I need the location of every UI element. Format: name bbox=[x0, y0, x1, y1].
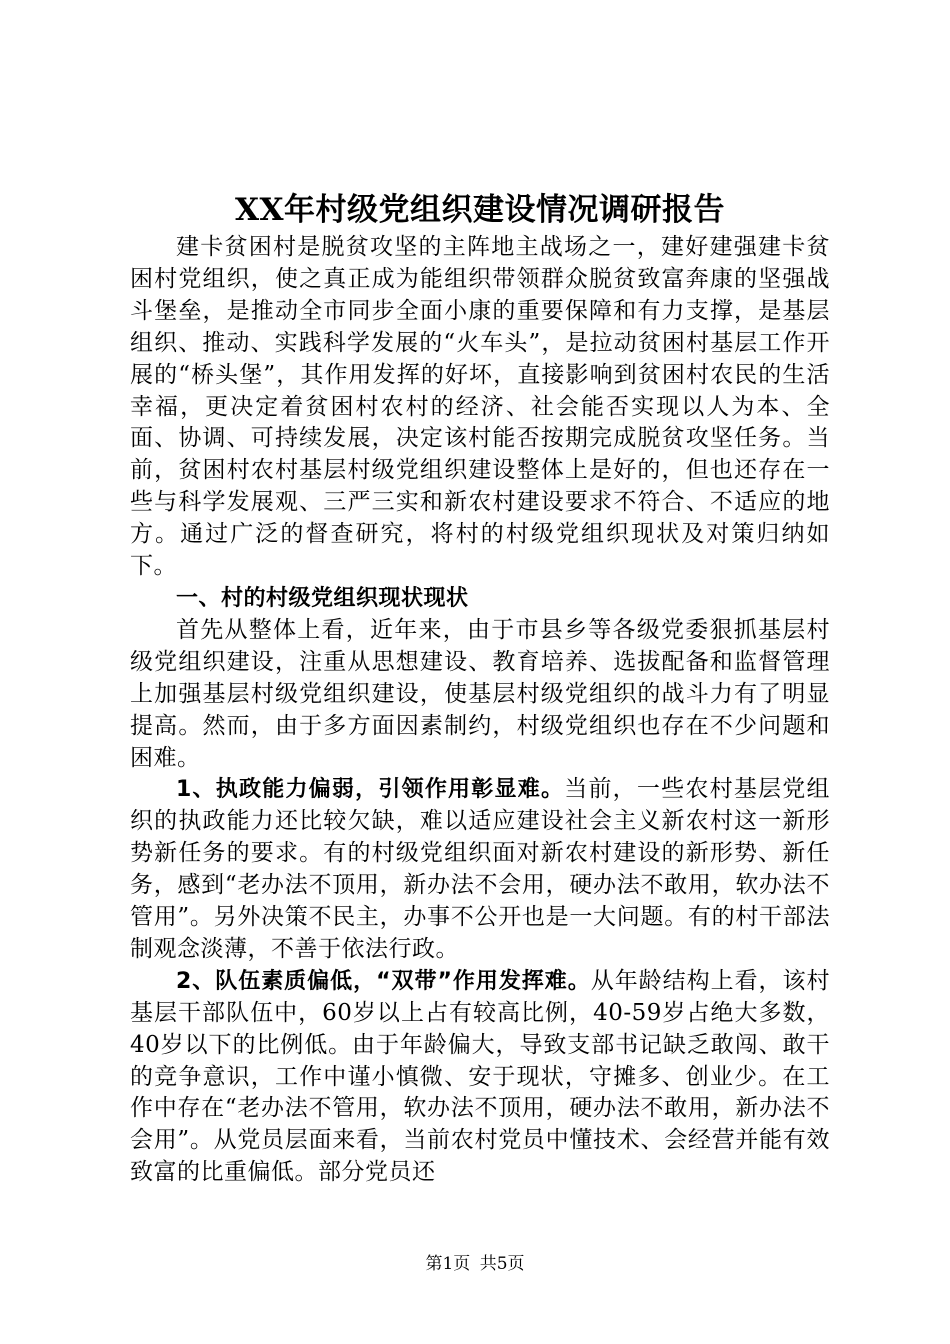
page-number: 第1页 bbox=[425, 1254, 471, 1274]
point-2-lead: 2、队伍素质偏低，“双带”作用发挥难。 bbox=[176, 968, 591, 994]
intro-paragraph: 建卡贫困村是脱贫攻坚的主阵地主战场之一，建好建强建卡贫困村党组织，使之真正成为能组织带领群众脱贫致富奔康的坚强战斗堡垒，是推动全市同步全面小康的重要保障和有力支撑，是基层组织、推动、实践科学发展的“火车头”，是拉动贫困村基层工作开展的“桥头堡”，其作用发挥的好坏，直接影响到贫困村农民的生活幸福，更决定着贫困村农村的经济、社会能否实现以人为本、全面、协调、可持续发展，决定该村能否按期完成脱贫攻坚任务。当前，贫困村农村基层村级党组织建设整体上是好的，但也还存在一些与科学发展观、三严三实和新农村建设要求不符合、不适应的地方。通过广泛的督查研究，将村的村级党组织现状及对策归纳如下。 bbox=[130, 234, 830, 580]
point-1-paragraph bbox=[130, 774, 830, 965]
page-footer bbox=[0, 1253, 950, 1275]
section-heading: 一、村的村级党组织现状现状 bbox=[176, 585, 469, 611]
document-page bbox=[130, 188, 830, 1189]
section-paragraph: 首先从整体上看，近年来，由于市县乡等各级党委狠抓基层村级党组织建设，注重从思想建设、教育培养、选拔配备和监督管理上加强基层村级党组织建设，使基层村级党组织的战斗力有了明显提高。然而，由于多方面因素制约，村级党组织也存在不少问题和困难。 bbox=[130, 616, 830, 771]
document-title: XX年村级党组织建设情况调研报告 bbox=[234, 192, 726, 228]
page-total: 共5页 bbox=[479, 1254, 525, 1274]
point-2-text: 从年龄结构上看，该村基层干部队伍中，60岁以上占有较高比例，40-59岁占绝大多数，40岁以下的比例低。由于年龄偏大，导致支部书记缺乏敢闯、敢干的竞争意识，工作中谨小慎微、安于现状，守摊多、创业少。在工作中存在“老办法不管用，软办法不顶用，硬办法不敢用，新办法不会用”。从党员层面来看，当前农村党员中懂技术、会经营并能有效致富的比重偏低。部分党员还 bbox=[130, 967, 830, 1186]
point-1-text: 当前，一些农村基层党组织的执政能力还比较欠缺，难以适应建设社会主义新农村这一新形势新任务的要求。有的村级党组织面对新农村建设的新形势、新任务，感到“老办法不顶用，新办法不会用，硬办法不敢用，软办法不管用”。另外决策不民主，办事不公开也是一大问题。有的村干部法制观念淡薄，不善于依法行政。 bbox=[130, 776, 831, 962]
point-1-lead: 1、执政能力偏弱，引领作用彰显难。 bbox=[176, 777, 565, 803]
point-2-paragraph bbox=[130, 966, 830, 1189]
